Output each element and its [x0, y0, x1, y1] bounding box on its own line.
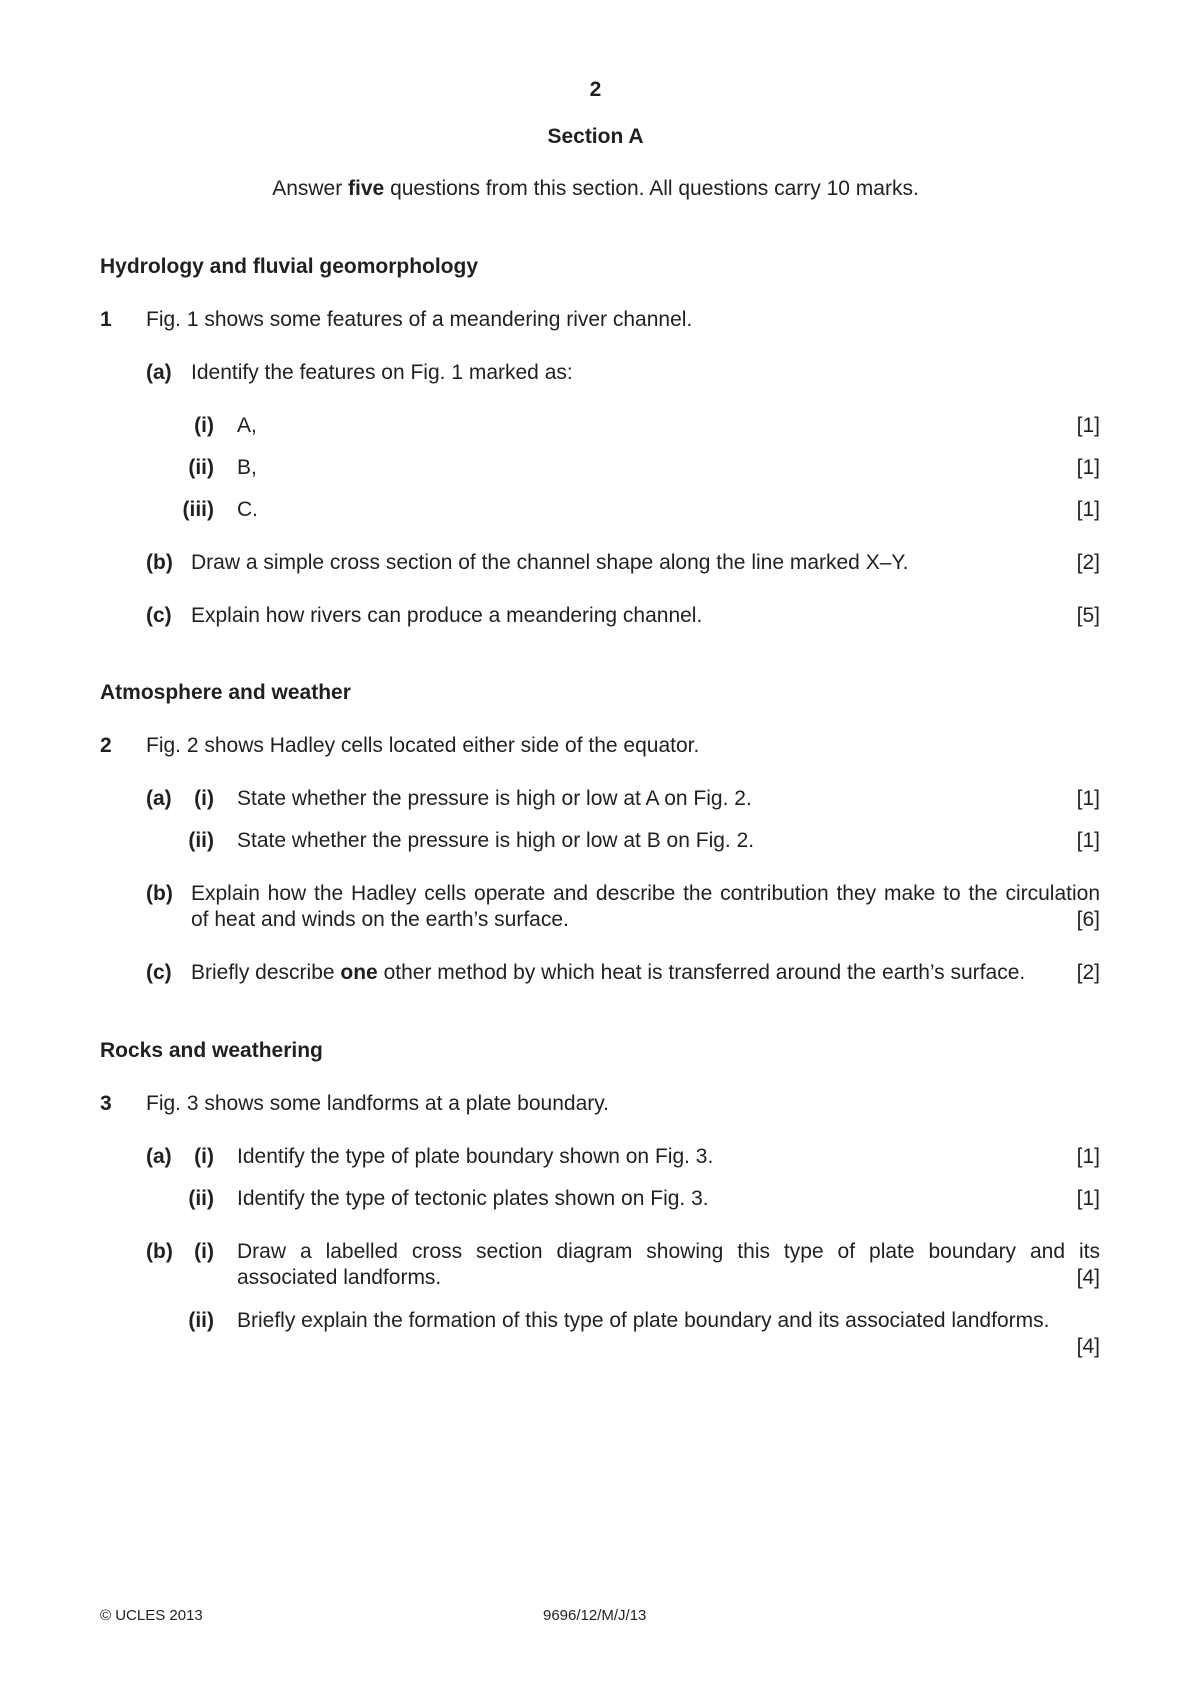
q3-b-i-label: (i) [194, 1240, 214, 1263]
q2-part-b-mark: [6] [1076, 908, 1100, 931]
question-number-2: 2 [100, 734, 112, 757]
q1-a-iii-label: (iii) [182, 498, 214, 521]
instructions [0, 176, 1191, 202]
q1-part-b-label: (b) [146, 551, 173, 574]
q3-b-ii-label: (ii) [188, 1309, 214, 1332]
q1-a-ii-label: (ii) [188, 456, 214, 479]
q1-part-a-label: (a) [146, 361, 172, 384]
footer-paper-code: 9696/12/M/J/13 [543, 1607, 647, 1624]
q2-c-bold: one [340, 961, 378, 984]
q1-part-c-label: (c) [146, 604, 172, 627]
q2-a-ii-mark: [1] [1076, 829, 1100, 852]
q3-a-ii-text: Identify the type of tectonic plates shown on Fig. 3. [237, 1187, 709, 1210]
q2-c-post: other method by which heat is transferred around the earth’s surface. [377, 961, 1026, 984]
instructions-post: questions from this section. All questions carry 10 marks. [384, 177, 919, 200]
q3-part-b-label: (b) [146, 1240, 173, 1263]
footer-copyright: © UCLES 2013 [100, 1607, 203, 1624]
question-number-3: 3 [100, 1092, 112, 1115]
instructions-bold: five [348, 177, 385, 200]
section-title: Section A [547, 125, 644, 148]
topic-heading-rocks: Rocks and weathering [100, 1039, 323, 1062]
q1-a-i-mark: [1] [1076, 414, 1100, 437]
q2-a-ii-text: State whether the pressure is high or low at B on Fig. 2. [237, 829, 755, 852]
q2-part-b-text-line2: of heat and winds on the earth’s surface. [191, 908, 569, 931]
q3-b-ii-mark: [4] [1076, 1335, 1100, 1358]
q1-a-iii-text: C. [237, 498, 258, 521]
q1-part-c-mark: [5] [1076, 604, 1100, 627]
q2-c-pre: Briefly describe [191, 961, 341, 984]
q1-part-a-text: Identify the features on Fig. 1 marked as: [191, 361, 573, 384]
q1-part-b-mark: [2] [1076, 551, 1100, 574]
question-1-stem: Fig. 1 shows some features of a meandering river channel. [146, 308, 693, 331]
q3-a-i-label: (i) [194, 1145, 214, 1168]
q2-part-c-mark: [2] [1076, 961, 1100, 984]
q2-a-ii-label: (ii) [188, 829, 214, 852]
question-number-1: 1 [100, 308, 112, 331]
q3-a-ii-mark: [1] [1076, 1187, 1100, 1210]
question-3-stem: Fig. 3 shows some landforms at a plate boundary. [146, 1092, 610, 1115]
q1-part-c-text: Explain how rivers can produce a meandering channel. [191, 604, 703, 627]
q1-part-b-text: Draw a simple cross section of the channel shape along the line marked X–Y. [191, 551, 909, 574]
q2-a-i-mark: [1] [1076, 787, 1100, 810]
q3-a-i-text: Identify the type of plate boundary shown on Fig. 3. [237, 1145, 714, 1168]
q2-part-c-label: (c) [146, 961, 172, 984]
q1-a-ii-text: B, [237, 456, 257, 479]
q3-part-a-label: (a) [146, 1145, 172, 1168]
q1-a-ii-mark: [1] [1076, 456, 1100, 479]
q1-a-iii-mark: [1] [1076, 498, 1100, 521]
topic-heading-hydrology: Hydrology and fluvial geomorphology [100, 255, 479, 278]
page-number: 2 [589, 78, 602, 101]
q3-b-i-mark: [4] [1076, 1266, 1100, 1289]
q3-b-ii-text: Briefly explain the formation of this type of plate boundary and its associated landforms. [237, 1309, 1050, 1332]
q2-part-a-label: (a) [146, 787, 172, 810]
q2-part-b-text-line1: Explain how the Hadley cells operate and describe the contribution they make to the circulation [191, 882, 1100, 905]
q2-a-i-text: State whether the pressure is high or low at A on Fig. 2. [237, 787, 752, 810]
instructions-pre: Answer [272, 177, 349, 200]
topic-heading-atmosphere: Atmosphere and weather [100, 681, 351, 704]
q2-a-i-label: (i) [194, 787, 214, 810]
q3-b-i-text-line1: Draw a labelled cross section diagram showing this type of plate boundary and its [237, 1240, 1100, 1263]
q1-a-i-label: (i) [194, 414, 214, 437]
q2-part-b-label: (b) [146, 882, 173, 905]
q3-a-i-mark: [1] [1076, 1145, 1100, 1168]
q3-a-ii-label: (ii) [188, 1187, 214, 1210]
q1-a-i-text: A, [237, 414, 257, 437]
q2-part-c-text [191, 960, 1025, 986]
question-2-stem: Fig. 2 shows Hadley cells located either side of the equator. [146, 734, 700, 757]
q3-b-i-text-line2: associated landforms. [237, 1266, 442, 1289]
